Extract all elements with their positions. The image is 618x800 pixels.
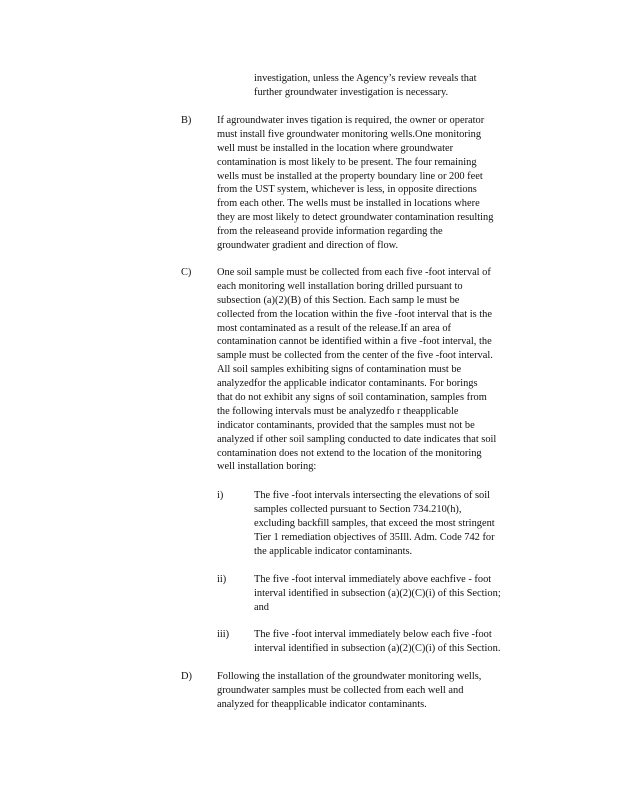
text-line: groundwater gradient and direction of flow. xyxy=(217,240,399,252)
text-line: subsection (a)(2)(B) of this Section. Each samp le must be xyxy=(217,294,460,306)
text-line: that do not exhibit any signs of soil contamination, samples from xyxy=(217,392,487,404)
text-line: interval identified in subsection (a)(2)(C)(i) of this Section. xyxy=(254,642,501,654)
text-line: The five -foot intervals intersecting the elevations of soil xyxy=(254,490,491,501)
subitem-label-i: i) xyxy=(217,490,224,501)
text-line: analyzed if other soil sampling conducted to date indicates that soil xyxy=(217,433,497,445)
section-label-b: B) xyxy=(181,115,192,126)
text-line: from the releaseand provide information regarding the xyxy=(217,226,443,238)
text-line: must install five groundwater monitoring wells.One monitoring xyxy=(217,128,482,140)
text-line: Following the installation of the groundwater monitoring wells, xyxy=(217,671,482,682)
text-line: investigation, unless the Agency’s review reveals that xyxy=(254,73,477,84)
subitem-label-iii: iii) xyxy=(217,629,230,640)
text-line: excluding backfill samples, that exceed the most stringent xyxy=(254,517,495,529)
text-line: well must be installed in the location where groundwater xyxy=(217,142,454,154)
text-line: contamination does not extend to the location of the monitoring xyxy=(217,447,482,459)
text-line: If agroundwater inves tigation is required, the owner or operator xyxy=(217,115,485,126)
text-line: they are most likely to detect groundwater contamination resulting xyxy=(217,212,494,224)
text-line: from the UST system, whichever is less, in opposite directions xyxy=(217,184,477,196)
text-line: indicator contaminants, provided that the samples must not be xyxy=(217,419,475,431)
text-line: and xyxy=(254,601,270,613)
text-line: The five -foot interval immediately below each five -foot xyxy=(254,629,492,640)
text-line: most contaminated as a result of the release.If an area of xyxy=(217,322,451,334)
section-d-paragraph xyxy=(217,670,481,712)
subitem-iii-paragraph xyxy=(254,628,500,656)
text-line: groundwater samples must be collected from each well and xyxy=(217,684,464,696)
text-line: well installation boring: xyxy=(217,461,317,473)
text-line: the following intervals must be analyzedfo r theapplicable xyxy=(217,405,459,417)
text-line: One soil sample must be collected from each five -foot interval of xyxy=(217,267,491,278)
subitem-i-paragraph xyxy=(254,489,495,558)
text-line: the applicable indicator contaminants. xyxy=(254,545,413,557)
text-line: collected from the location within the five -foot interval that is the xyxy=(217,308,492,320)
text-line: Tier 1 remediation objectives of 35Ill. Adm. Code 742 for xyxy=(254,531,495,543)
subitem-label-ii: ii) xyxy=(217,574,227,585)
text-line: All soil samples exhibiting signs of contamination must be xyxy=(217,364,462,376)
text-line: from each other. The wells must be installed in locations where xyxy=(217,198,480,210)
text-line: sample must be collected from the center of the five -foot interval. xyxy=(217,350,493,362)
section-b-paragraph xyxy=(217,114,493,253)
section-label-d: D) xyxy=(181,671,192,682)
text-line: samples collected pursuant to Section 734.210(h), xyxy=(254,503,462,515)
section-label-c: C) xyxy=(181,267,192,278)
text-line: each monitoring well installation boring drilled pursuant to xyxy=(217,280,463,292)
text-line: contamination cannot be identified within a five -foot interval, the xyxy=(217,336,492,348)
text-line: wells must be installed at the property boundary line or 200 feet xyxy=(217,170,483,182)
text-line: analyzed for theapplicable indicator contaminants. xyxy=(217,698,427,710)
section-c-paragraph xyxy=(217,266,496,474)
text-line: interval identified in subsection (a)(2)(C)(i) of this Section; xyxy=(254,587,501,599)
text-line: further groundwater investigation is necessary. xyxy=(254,86,449,98)
subitem-ii-paragraph xyxy=(254,573,501,615)
continuation-paragraph xyxy=(254,72,476,100)
text-line: contamination is most likely to be present. The four remaining xyxy=(217,156,477,168)
text-line: analyzedfor the applicable indicator contaminants. For borings xyxy=(217,378,478,390)
text-line: The five -foot interval immediately above eachfive - foot xyxy=(254,574,492,585)
